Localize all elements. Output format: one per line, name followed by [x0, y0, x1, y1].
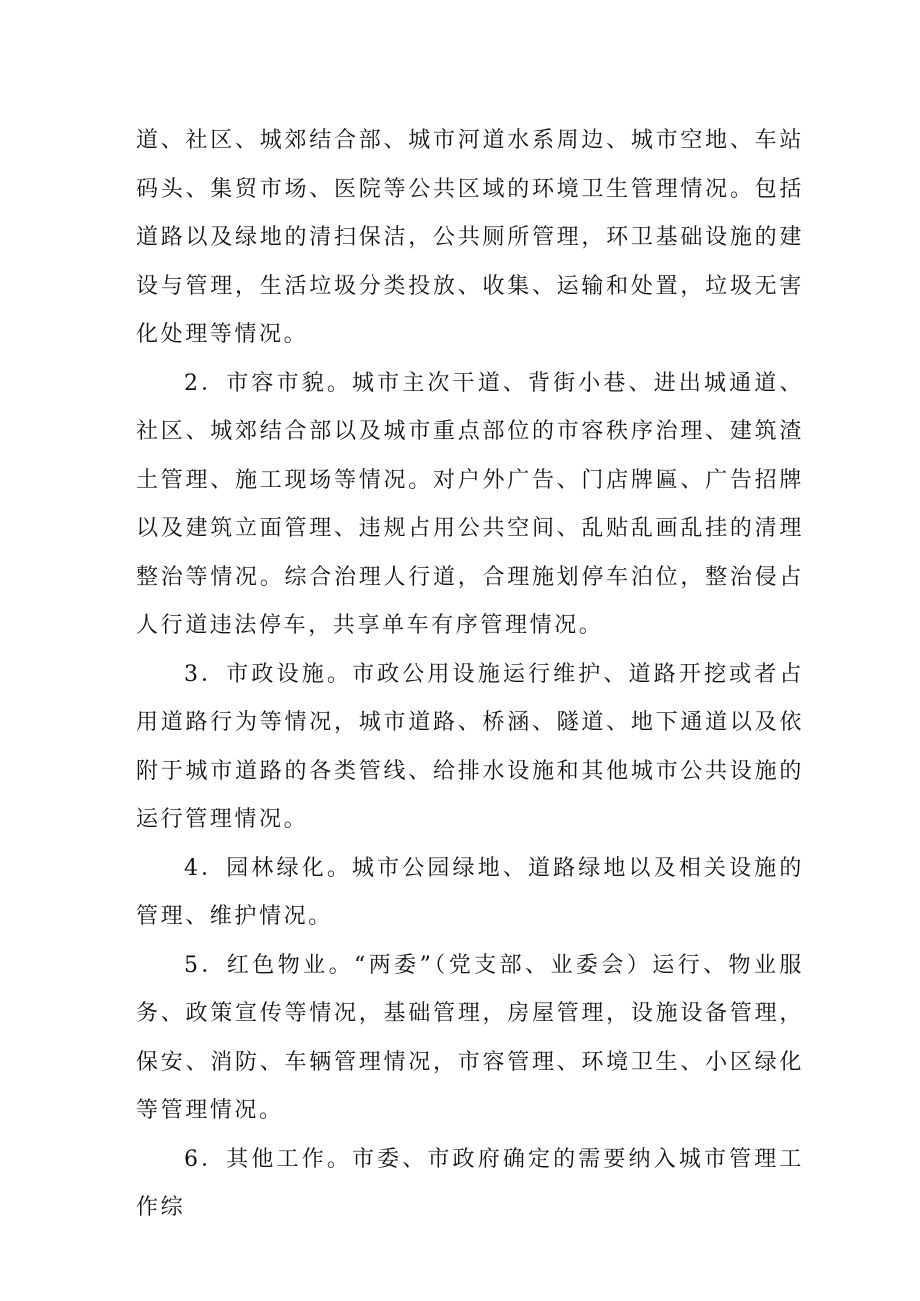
paragraph-other-work: 6．其他工作。市委、市政府确定的需要纳入城市管理工作综	[136, 1146, 804, 1220]
document-body	[136, 117, 804, 1233]
paragraph-landscaping: 4．园林绿化。城市公园绿地、道路绿地以及相关设施的管理、维护情况。	[136, 855, 804, 929]
paragraph-municipal-facilities: 3．市政设施。市政公用设施运行维护、道路开挖或者占用道路行为等情况，城市道路、桥涵、隧道、地下通道以及依附于城市道路的各类管线、给排水设施和其他城市公共设施的运行管理情况。	[136, 661, 804, 832]
paragraph-city-appearance: 2．市容市貌。城市主次干道、背街小巷、进出城通道、社区、城郊结合部以及城市重点部位的市容秩序治理、建筑渣土管理、施工现场等情况。对户外广告、门店牌匾、广告招牌以及建筑立面管理、违规占用公共空间、乱贴乱画乱挂的清理整治等情况。综合治理人行道，合理施划停车泊位，整治侵占人行道违法停车，共享单车有序管理情况。	[136, 370, 804, 638]
paragraph-red-property: 5．红色物业。“两委”（党支部、业委会）运行、物业服务、政策宣传等情况，基础管理，房屋管理，设施设备管理，保安、消防、车辆管理情况，市容管理、环境卫生、小区绿化等管理情况。	[136, 952, 804, 1123]
paragraph-continued: 道、社区、城郊结合部、城市河道水系周边、城市空地、车站码头、集贸市场、医院等公共区域的环境卫生管理情况。包括道路以及绿地的清扫保洁，公共厕所管理，环卫基础设施的建设与管理，生活垃圾分类投放、收集、运输和处置，垃圾无害化处理等情况。	[136, 128, 804, 347]
